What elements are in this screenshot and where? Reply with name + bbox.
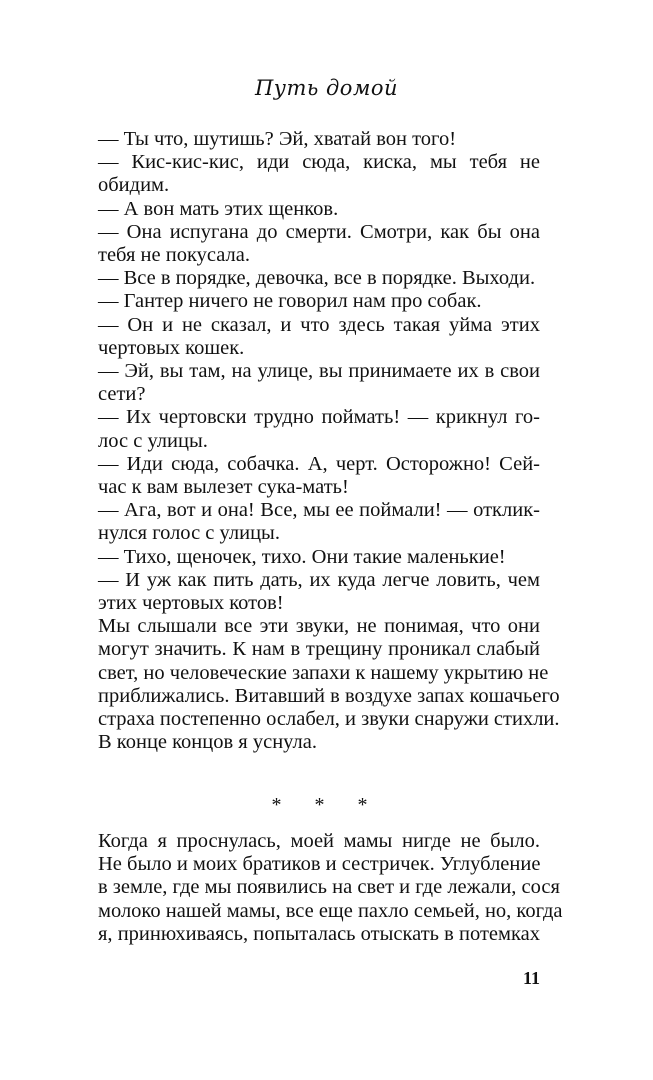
text-line: — Он и не сказал, и что здесь такая уйма этих — [98, 313, 540, 336]
text-line: — Все в порядке, девочка, все в порядке. Выходи. — [98, 267, 536, 290]
text-line: — Тихо, щеночек, тихо. Они такие маленькие! — [98, 545, 506, 568]
text-line: — И уж как пить дать, их куда легче ловить, чем — [98, 568, 540, 591]
running-header: Путь домой — [254, 76, 399, 100]
text-line: могут значить. К нам в трещину проникал слабый — [98, 638, 540, 661]
text-line: — А вон мать этих щенков. — [98, 197, 339, 220]
text-line: обидим. — [98, 174, 170, 197]
text-line: сети? — [98, 383, 146, 406]
text-line: — Эй, вы там, на улице, вы принимаете их в свои — [98, 360, 540, 383]
text-line: — Кис-кис-кис, иди сюда, киска, мы тебя не — [98, 151, 540, 174]
page-number: 11 — [522, 968, 540, 988]
text-line: в земле, где мы появились на свет и где лежали, сося — [98, 876, 560, 899]
text-line: — Их чертовски трудно поймать! — крикнул го- — [98, 406, 540, 429]
text-line: лос с улицы. — [98, 429, 208, 452]
text-line: — Ты что, шутишь? Эй, хватай вон того! — [98, 128, 457, 150]
text-line: В конце концов я уснула. — [98, 731, 317, 754]
section-separator: * * * — [271, 794, 382, 816]
text-line: я, принюхиваясь, попыталась отыскать в потемках — [98, 922, 540, 945]
text-line: — Она испугана до смерти. Смотри, как бы она — [98, 220, 540, 243]
text-line: час к вам вылезет сука-мать! — [98, 476, 349, 499]
text-line: приближались. Витавший в воздухе запах кошачьего — [98, 684, 560, 707]
text-line: молоко нашей мамы, все еще пахло семьей, но, когда — [98, 899, 563, 922]
text-line: — Гантер ничего не говорил нам про собак. — [98, 290, 482, 313]
text-line: нулся голос с улицы. — [98, 522, 280, 545]
text-line: страха постепенно ослабел, и звуки снаружи стихли. — [98, 708, 560, 731]
text-line: Когда я проснулась, моей мамы нигде не было. — [98, 830, 540, 852]
text-line: тебя не покусала. — [98, 244, 250, 267]
text-line: свет, но человеческие запахи к нашему укрытию не — [98, 661, 549, 684]
text-block-narrative — [98, 830, 563, 946]
text-line: этих чертовых котов! — [98, 592, 284, 615]
text-line: Не было и моих братиков и сестричек. Углубление — [98, 853, 541, 876]
text-line: — Ага, вот и она! Все, мы ее поймали! — отклик- — [98, 499, 540, 522]
text-line: — Иди сюда, собачка. А, черт. Осторожно! Сей- — [98, 452, 540, 475]
text-line: чертовых кошек. — [98, 336, 245, 359]
text-block-dialogue — [98, 128, 560, 754]
text-line: Мы слышали все эти звуки, не понимая, что они — [98, 615, 540, 638]
